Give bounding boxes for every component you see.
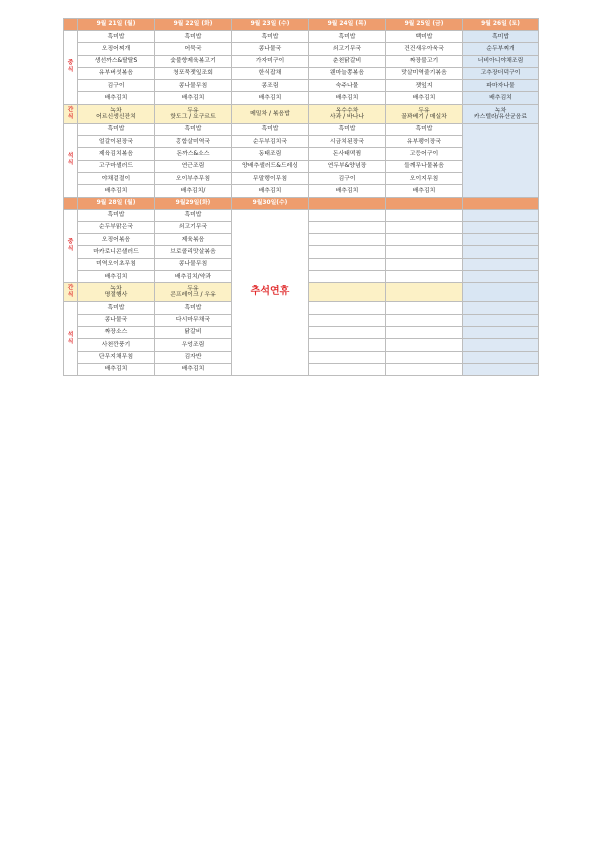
menu-item: 배추김치 — [463, 92, 539, 104]
empty-cell — [309, 283, 386, 302]
date-header: 9월 28일 (월) — [78, 197, 155, 209]
category-char: 식 — [67, 113, 74, 120]
menu-item: 다시마무채국 — [155, 314, 232, 326]
empty-cell — [463, 258, 539, 270]
menu-item: 흑미밥 — [78, 209, 155, 221]
category-char: 간 — [67, 285, 74, 292]
empty-cell — [309, 258, 386, 270]
menu-item: 오이부추무침 — [155, 172, 232, 184]
lunch-label — [64, 209, 78, 283]
menu-item: 배추김치/약과 — [155, 271, 232, 283]
menu-item: 오징어볶음 — [78, 234, 155, 246]
dinner-label — [64, 302, 78, 376]
empty-cell — [386, 314, 463, 326]
menu-item: 유부버섯볶음 — [78, 67, 155, 79]
empty-cell — [386, 258, 463, 270]
date-header: 9월29일(화) — [155, 197, 232, 209]
menu-item: 연근조림 — [155, 160, 232, 172]
date-header: 9월 22일 (화) — [155, 19, 232, 31]
category-char: 중 — [67, 238, 74, 245]
menu-item: 제육볶음 — [155, 234, 232, 246]
empty-cell — [463, 271, 539, 283]
empty-cell — [386, 209, 463, 221]
empty-cell — [463, 326, 539, 338]
lunch-row — [64, 43, 539, 55]
empty-cell — [309, 271, 386, 283]
menu-item: 콩나물국 — [232, 43, 309, 55]
menu-item: 배추김치 — [78, 185, 155, 197]
menu-item: 콩나물무침 — [155, 80, 232, 92]
empty-cell — [309, 302, 386, 314]
week1-header-row — [64, 19, 539, 31]
menu-item: 흑미밥 — [155, 123, 232, 135]
empty-saturday-dinner — [463, 123, 539, 197]
empty-cell — [463, 209, 539, 221]
menu-item: 무말랭이무침 — [232, 172, 309, 184]
snack-item — [309, 104, 386, 123]
menu-item: 배추김치 — [78, 271, 155, 283]
menu-item: 제육김치볶음 — [78, 148, 155, 160]
date-header: 9월 21일 (월) — [78, 19, 155, 31]
menu-item: 배추김치 — [386, 185, 463, 197]
menu-item: 춘천닭갈비 — [309, 55, 386, 67]
snack-label — [64, 104, 78, 123]
menu-item: 배추김치 — [232, 92, 309, 104]
empty-cell — [463, 363, 539, 375]
menu-item: 순두부김치국 — [232, 136, 309, 148]
menu-item: 흑미밥 — [155, 31, 232, 43]
empty-cell — [386, 339, 463, 351]
empty-cell — [386, 246, 463, 258]
menu-item: 흑미밥 — [78, 31, 155, 43]
menu-item: 가자미구이 — [232, 55, 309, 67]
category-char: 식 — [67, 292, 74, 299]
empty-cell — [386, 234, 463, 246]
category-char: 석 — [67, 153, 74, 160]
snack-line: 녹차 — [110, 107, 122, 114]
snack-line: 두유 — [187, 107, 199, 114]
lunch-label — [64, 31, 78, 105]
menu-item: 순두부찌개 — [463, 43, 539, 55]
menu-item: 김구이 — [309, 172, 386, 184]
menu-item: 홍합살미역국 — [155, 136, 232, 148]
menu-item: 쇠고기무국 — [309, 43, 386, 55]
menu-item: 돈사태떡찜 — [309, 148, 386, 160]
snack-line: 꿀꽈베기 / 매실차 — [401, 113, 447, 120]
menu-item: 맛살미역줄기볶음 — [386, 67, 463, 79]
empty-cell — [309, 221, 386, 233]
menu-item: 흑미밥 — [78, 123, 155, 135]
menu-item: 웬마늘쫑볶음 — [309, 67, 386, 79]
menu-item: 파마자나물 — [463, 80, 539, 92]
menu-item: 청포묵잿잎조회 — [155, 67, 232, 79]
menu-item: 동태조림 — [232, 148, 309, 160]
empty-cell — [386, 271, 463, 283]
menu-item: 숯불향제육볶고기 — [155, 55, 232, 67]
menu-item: 연두부&양념장 — [309, 160, 386, 172]
empty-header — [309, 197, 386, 209]
menu-item: 미역오이초무침 — [78, 258, 155, 270]
menu-item: 얼갈이된장국 — [78, 136, 155, 148]
lunch-row — [64, 67, 539, 79]
empty-cell — [309, 246, 386, 258]
menu-item: 배추김치 — [155, 92, 232, 104]
menu-item: 흑미밥 — [155, 209, 232, 221]
menu-item: 건건새우아욱국 — [386, 43, 463, 55]
menu-item: 사천깐풍기 — [78, 339, 155, 351]
category-char: 식 — [67, 338, 74, 345]
snack-item — [155, 104, 232, 123]
menu-item: 고구마샐러드 — [78, 160, 155, 172]
category-char: 간 — [67, 106, 74, 113]
menu-item: 오이지무침 — [386, 172, 463, 184]
menu-item: 짜장소스 — [78, 326, 155, 338]
date-header: 9월 25일 (금) — [386, 19, 463, 31]
menu-item: 배추김치 — [78, 363, 155, 375]
lunch-row — [64, 31, 539, 43]
empty-cell — [463, 283, 539, 302]
menu-item: 시금치된장국 — [309, 136, 386, 148]
snack-item — [78, 104, 155, 123]
empty-cell — [463, 302, 539, 314]
menu-item: 흑미밥 — [78, 302, 155, 314]
lunch-row — [64, 80, 539, 92]
empty-cell — [386, 363, 463, 375]
menu-item: 흑미밥 — [463, 31, 539, 43]
menu-item: 우엉조림 — [155, 339, 232, 351]
week2-header-row — [64, 197, 539, 209]
date-header: 9월 24일 (목) — [309, 19, 386, 31]
menu-item: 고등어구이 — [386, 148, 463, 160]
menu-item: 흑미밥 — [309, 31, 386, 43]
menu-item: 흑미밥 — [155, 302, 232, 314]
menu-item: 너비아니야채조림 — [463, 55, 539, 67]
empty-cell — [463, 246, 539, 258]
menu-item: 고추장더덕구이 — [463, 67, 539, 79]
menu-item: 닭갈비 — [155, 326, 232, 338]
menu-item: 흑미밥 — [309, 123, 386, 135]
menu-item: 흑미밥 — [232, 31, 309, 43]
menu-item: 흑미밥 — [386, 123, 463, 135]
snack-line: 두유 — [418, 107, 430, 114]
menu-item: 배추김치 — [78, 92, 155, 104]
menu-item: 단무지채무침 — [78, 351, 155, 363]
corner-cell — [64, 19, 78, 31]
meal-menu-table — [63, 18, 539, 376]
menu-item: 배추김치 — [309, 185, 386, 197]
empty-cell — [309, 339, 386, 351]
empty-cell — [463, 234, 539, 246]
menu-item: 김구이 — [78, 80, 155, 92]
empty-cell — [309, 326, 386, 338]
lunch-row — [64, 209, 539, 221]
snack-line: 녹차 — [494, 107, 507, 114]
empty-cell — [386, 302, 463, 314]
menu-item: 생선까스&탈탈S — [78, 55, 155, 67]
menu-item: 짜장불고기 — [386, 55, 463, 67]
empty-cell — [386, 326, 463, 338]
snack-label — [64, 283, 78, 302]
empty-header — [386, 197, 463, 209]
holiday-notice: 추석연휴 — [232, 209, 309, 376]
empty-cell — [309, 314, 386, 326]
menu-item: 쇠고기무국 — [155, 221, 232, 233]
menu-item: 콩나물무침 — [155, 258, 232, 270]
snack-item — [386, 104, 463, 123]
snack-line: 사과 / 바나나 — [329, 113, 365, 120]
menu-item: 콩조림 — [232, 80, 309, 92]
snack-line: 어르신생신잔치 — [96, 113, 136, 120]
menu-item: 한식잡채 — [232, 67, 309, 79]
menu-item: 마카로니콘샐러드 — [78, 246, 155, 258]
snack-line: 옥수수차 — [335, 107, 359, 114]
dinner-label — [64, 123, 78, 197]
snack-line: 두유 — [187, 286, 199, 293]
snack-row — [64, 104, 539, 123]
menu-item: 돈까스&소스 — [155, 148, 232, 160]
menu-item: 콩나물국 — [78, 314, 155, 326]
menu-item: 김자반 — [155, 351, 232, 363]
menu-item: 오징어찌개 — [78, 43, 155, 55]
snack-line: 녹차 — [110, 286, 122, 293]
snack-item — [155, 283, 232, 302]
date-header: 9월 23일 (수) — [232, 19, 309, 31]
lunch-row — [64, 92, 539, 104]
menu-item: 배추김치 — [309, 92, 386, 104]
menu-item: 어묵국 — [155, 43, 232, 55]
menu-item: 숙주나물 — [309, 80, 386, 92]
menu-item: 순두부맑은국 — [78, 221, 155, 233]
empty-cell — [463, 314, 539, 326]
category-char: 식 — [67, 67, 74, 74]
menu-item: 야채겉절이 — [78, 172, 155, 184]
empty-cell — [309, 351, 386, 363]
menu-item: 유부팽이장국 — [386, 136, 463, 148]
empty-cell — [309, 363, 386, 375]
menu-item: 흑미밥 — [232, 123, 309, 135]
empty-cell — [463, 221, 539, 233]
menu-item: 배추김치 — [386, 92, 463, 104]
category-char: 중 — [67, 60, 74, 67]
snack-line: 명절행사 — [104, 292, 128, 299]
menu-item: 배추김치 — [232, 185, 309, 197]
snack-line: 메밀차 / 볶음밥 — [250, 110, 290, 117]
menu-item: 양배추샐러드&드레싱 — [232, 160, 309, 172]
menu-item: 들깨무나물볶음 — [386, 160, 463, 172]
menu-item: 배추김치/ — [155, 185, 232, 197]
empty-cell — [463, 339, 539, 351]
snack-item — [232, 104, 309, 123]
category-char: 식 — [67, 245, 74, 252]
date-header: 9월30일(수) — [232, 197, 309, 209]
empty-cell — [309, 209, 386, 221]
snack-item — [78, 283, 155, 302]
menu-item: 배추김치 — [155, 363, 232, 375]
snack-item — [463, 104, 539, 123]
empty-cell — [386, 351, 463, 363]
date-header: 9월 26일 (토) — [463, 19, 539, 31]
category-char: 석 — [67, 331, 74, 338]
snack-line: 콘프레이크 / 우유 — [170, 292, 216, 299]
corner-cell — [64, 197, 78, 209]
empty-cell — [463, 351, 539, 363]
empty-cell — [386, 221, 463, 233]
category-char: 식 — [67, 160, 74, 167]
empty-header — [463, 197, 539, 209]
menu-item: 잿잎지 — [386, 80, 463, 92]
snack-line: 핫도그 / 요구르트 — [170, 113, 216, 120]
menu-item: 브로콜리맛살볶음 — [155, 246, 232, 258]
snack-line: 카스텔라/유산균음료 — [473, 113, 528, 120]
empty-cell — [386, 283, 463, 302]
empty-cell — [309, 234, 386, 246]
menu-item: 백미밥 — [386, 31, 463, 43]
dinner-row — [64, 123, 539, 135]
lunch-row — [64, 55, 539, 67]
